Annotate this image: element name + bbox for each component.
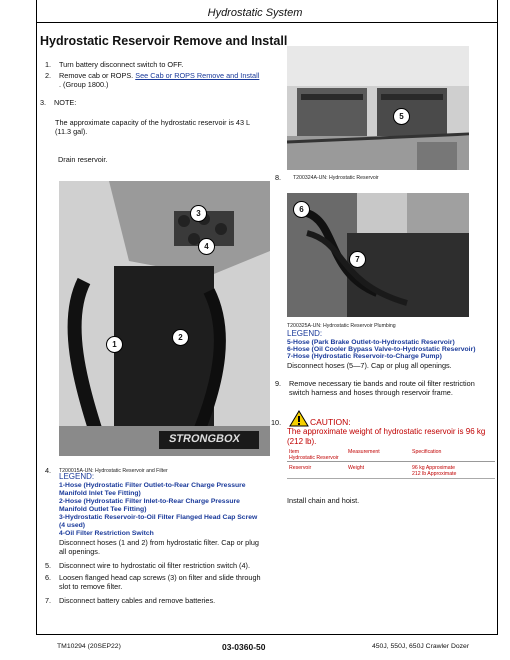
footer-product: 450J, 550J, 650J Crawler Dozer (372, 643, 470, 650)
step-1 (45, 60, 270, 70)
page-frame-right (497, 0, 498, 634)
spec-value-kg: 96 kg Approximate (412, 465, 455, 471)
step-suffix: . (Group 1800.) (59, 80, 109, 89)
plumbing-photo (287, 193, 469, 317)
footer-page-number: 03-0360-50 (222, 642, 266, 652)
caution-text: The approximate weight of hydrostatic reservoir is 96 kg (212 lb). (287, 427, 486, 446)
step-5 (45, 561, 270, 571)
drain-text: Drain reservoir. (58, 155, 108, 164)
step-3 (40, 98, 265, 108)
legend-item-1: 1-Hose (Hydrostatic Filter Outlet-to-Rear Charge Pressure Manifold Inlet Tee Fitting) (59, 482, 246, 497)
plumbing-photo-art (287, 193, 469, 317)
step-7 (45, 596, 270, 606)
callout-5: 5 (393, 108, 410, 125)
legend-item-7: 7-Hose (Hydrostatic Reservoir-to-Charge Pump) (287, 353, 442, 360)
spec-value-lb: 212 lb Approximate (412, 471, 457, 477)
cab-rops-link[interactable]: See Cab or ROPS Remove and Install (135, 71, 260, 80)
step-number: 7. (45, 596, 52, 605)
step-6 (45, 573, 270, 593)
callout-6: 6 (293, 201, 310, 218)
step-number: 2. (45, 71, 52, 80)
step-number: 5. (45, 561, 52, 570)
step-text: Loosen flanged head cap screws (3) on filter and slide through slot to remove filter. (59, 573, 261, 591)
step-number: 8. (275, 173, 282, 182)
legend-item-4: 4-Oil Filter Restriction Switch (59, 530, 154, 537)
step-text: Turn battery disconnect switch to OFF. (59, 60, 184, 69)
page-frame-left (36, 0, 37, 634)
disconnect-hoses-right: Disconnect hoses (5—7). Cap or plug all openings. (287, 361, 452, 370)
note-text: The approximate capacity of the hydrostatic reservoir is 43 L (11.3 gal). (55, 118, 250, 136)
step-8 (275, 173, 475, 183)
callout-4: 4 (198, 238, 215, 255)
legend-item-3: 3-Hydrostatic Reservoir-to-Oil Filter Flanged Head Cap Screw (4 used) (59, 514, 258, 529)
reservoir-photo (287, 46, 469, 170)
step-text: Disconnect wire to hydrostatic oil filter restriction switch (4). (59, 561, 250, 570)
figure-caption: T200015A-UN: Hydrostatic Reservoir and Filter (59, 468, 168, 474)
callout-1: 1 (106, 336, 123, 353)
callout-7: 7 (349, 251, 366, 268)
caution-label: CAUTION: (310, 417, 351, 427)
callout-2: 2 (172, 329, 189, 346)
figure-caption-plumbing: T200325A-UN: Hydrostatic Reservoir Plumbing (287, 323, 396, 329)
callout-3: 3 (190, 205, 207, 222)
step-9 (275, 379, 495, 399)
legend-item-6: 6-Hose (Oil Cooler Bypass Valve-to-Hydrostatic Reservoir) (287, 346, 476, 353)
filter-photo-art (59, 181, 270, 456)
step-text: NOTE: (54, 98, 77, 107)
spec-header-measurement: Measurement (348, 449, 380, 455)
step-number: 3. (40, 98, 47, 107)
page-title: Hydrostatic Reservoir Remove and Install (40, 34, 288, 48)
step-text: Remove necessary tie bands and route oil filter restriction switch harness and hoses through reservoir frame. (289, 379, 475, 397)
reservoir-photo-art (287, 46, 469, 170)
spec-header-item: Item (289, 449, 300, 455)
disconnect-hoses-left: Disconnect hoses (1 and 2) from hydrostatic filter. Cap or plug all openings. (59, 538, 259, 556)
spec-table (287, 449, 495, 477)
legend-item-5: 5-Hose (Park Brake Outlet-to-Hydrostatic Reservoir) (287, 339, 455, 346)
footer-rule (36, 634, 498, 635)
strongbox-stamp: STRONGBOX (167, 433, 241, 445)
footer-doc-id: TM10294 (20SEP22) (57, 643, 121, 650)
spec-header-specification: Specification (412, 449, 442, 455)
step-number: 4. (45, 466, 52, 475)
legend-label-right: LEGEND: (287, 329, 323, 338)
spec-measurement: Weight (348, 465, 365, 471)
step-text: Remove cab or ROPS. (59, 71, 134, 80)
legend-label-left: LEGEND: (59, 472, 95, 481)
spec-item: Reservoir (289, 465, 312, 471)
step-number: 9. (275, 379, 282, 388)
install-text: Install chain and hoist. (287, 496, 360, 505)
step-text: Disconnect battery cables and remove batteries. (59, 596, 216, 605)
step-number: 1. (45, 60, 52, 69)
legend-item-2: 2-Hose (Hydrostatic Filter Inlet-to-Rear Charge Pressure Manifold Outlet Tee Fitting) (59, 498, 240, 513)
spec-group: Hydrostatic Reservoir (287, 455, 495, 462)
filter-photo (59, 181, 270, 456)
step-number: 6. (45, 573, 52, 582)
step-2 (45, 71, 270, 91)
spec-table-rule (287, 478, 495, 479)
step-number: 10. (271, 418, 282, 427)
section-header: Hydrostatic System (207, 7, 303, 19)
warning-triangle-icon (289, 410, 309, 427)
figure-caption: T200324A-UN: Hydrostatic Reservoir (293, 175, 379, 181)
header-rule (36, 22, 498, 23)
